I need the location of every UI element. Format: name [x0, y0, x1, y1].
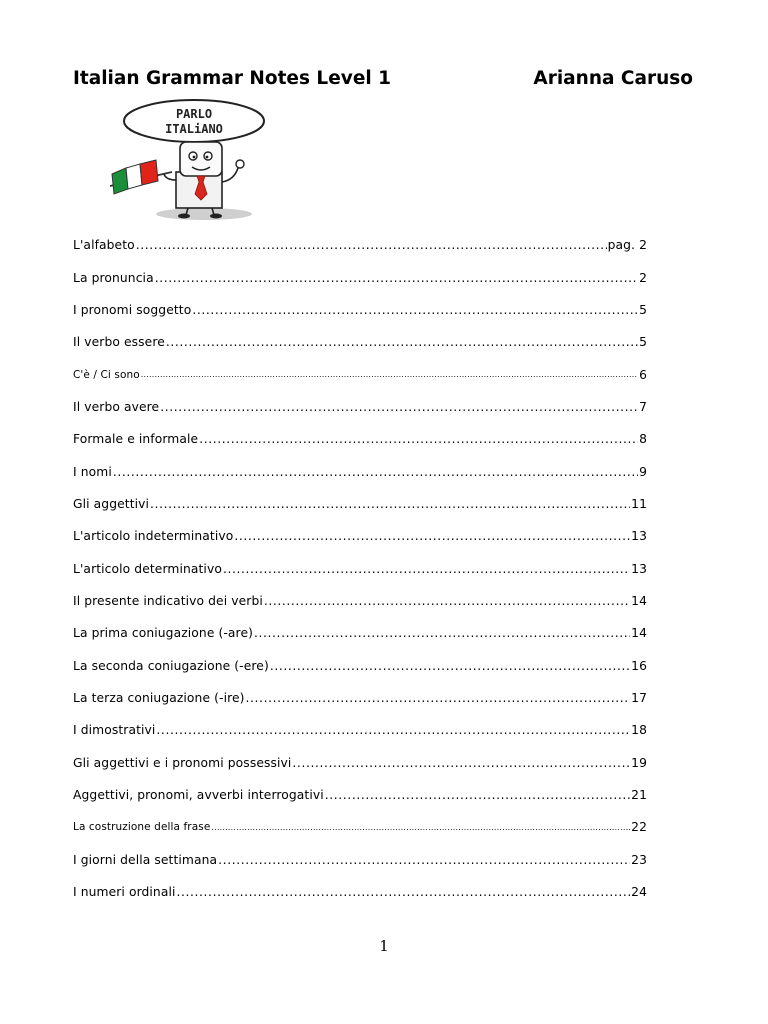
- ground-shadow: [156, 208, 252, 220]
- toc-entry[interactable]: [73, 811, 647, 843]
- toc-entry[interactable]: [73, 229, 647, 261]
- toc-entry-page: 17: [631, 690, 647, 705]
- toc-dot-leader: [150, 497, 630, 511]
- toc-entry-page: 16: [631, 658, 647, 673]
- toc-entry[interactable]: [73, 649, 647, 681]
- toc-entry[interactable]: [73, 682, 647, 714]
- toc-entry[interactable]: [73, 326, 647, 358]
- toc-entry-title: C'è / Ci sono: [73, 368, 140, 381]
- toc-entry[interactable]: [73, 488, 647, 520]
- toc-entry[interactable]: [73, 423, 647, 455]
- toc-dot-leader: [166, 335, 638, 349]
- toc-dot-leader: [156, 723, 630, 737]
- toc-entry-title: La prima coniugazione (-are): [73, 626, 254, 641]
- toc-dot-leader: [254, 626, 630, 640]
- author-name: Arianna Caruso: [533, 68, 693, 89]
- page-number: 1: [379, 937, 389, 955]
- parlo-italiano-illustration: [104, 94, 302, 224]
- toc-entry[interactable]: [73, 455, 647, 487]
- toc-entry-title: Il verbo avere: [73, 399, 160, 414]
- toc-entry-page: 24: [631, 885, 647, 900]
- toc-dot-leader: [264, 594, 630, 608]
- toc-entry[interactable]: [73, 747, 647, 779]
- toc-entry-page: 8: [639, 432, 647, 447]
- toc-entry[interactable]: [73, 585, 647, 617]
- toc-entry-page: pag. 2: [607, 238, 647, 253]
- cartoon-head: [180, 142, 222, 176]
- toc-entry[interactable]: [73, 358, 647, 390]
- toc-entry-title: I nomi: [73, 464, 112, 479]
- toc-entry-page: 23: [631, 852, 647, 867]
- toc-entry-title: La pronuncia: [73, 270, 154, 285]
- toc-dot-leader: [292, 756, 630, 770]
- toc-entry[interactable]: [73, 552, 647, 584]
- toc-entry-page: 21: [631, 788, 647, 803]
- toc-entry-title: La seconda coniugazione (-ere): [73, 658, 269, 673]
- toc-entry-title: L'articolo indeterminativo: [73, 529, 234, 544]
- toc-entry-page: 14: [631, 626, 647, 641]
- toc-dot-leader: [218, 853, 630, 867]
- speech-bubble-line2: ITALiANO: [165, 122, 223, 136]
- toc-entry[interactable]: [73, 617, 647, 649]
- toc-entry[interactable]: [73, 391, 647, 423]
- toc-entry-title: Aggettivi, pronomi, avverbi interrogativi: [73, 788, 324, 803]
- toc-entry[interactable]: [73, 294, 647, 326]
- toc-entry-page: 9: [639, 464, 647, 479]
- toc-entry-page: 22: [631, 820, 647, 835]
- toc-entry[interactable]: [73, 779, 647, 811]
- toc-entry-title: Formale e informale: [73, 432, 199, 447]
- toc-entry-title: L'articolo determinativo: [73, 561, 222, 576]
- toc-dot-leader: [246, 691, 631, 705]
- toc-entry-page: 14: [631, 593, 647, 608]
- toc-dot-leader: [177, 885, 631, 899]
- speech-bubble-line1: PARLO: [175, 107, 213, 121]
- toc-entry-page: 5: [639, 302, 647, 317]
- toc-dot-leader: [211, 823, 630, 832]
- toc-dot-leader: [160, 400, 638, 414]
- toc-entry-page: 2: [639, 270, 647, 285]
- toc-entry-page: 13: [631, 529, 647, 544]
- toc-entry-page: 5: [639, 335, 647, 350]
- toc-dot-leader: [113, 465, 638, 479]
- toc-entry-page: 18: [631, 723, 647, 738]
- toc-entry[interactable]: [73, 844, 647, 876]
- toc-dot-leader: [136, 238, 607, 252]
- toc-entry-page: 6: [639, 367, 647, 382]
- toc-entry-title: Gli aggettivi e i pronomi possessivi: [73, 755, 292, 770]
- toc-entry-title: Il presente indicativo dei verbi: [73, 593, 263, 608]
- document-title: Italian Grammar Notes Level 1: [73, 68, 392, 89]
- toc-dot-leader: [325, 788, 630, 802]
- toc-entry-page: 11: [631, 496, 647, 511]
- table-of-contents: [73, 229, 647, 908]
- toc-entry-title: I giorni della settimana: [73, 852, 218, 867]
- toc-dot-leader: [270, 659, 630, 673]
- toc-entry[interactable]: [73, 876, 647, 908]
- toc-entry[interactable]: [73, 261, 647, 293]
- toc-dot-leader: [141, 370, 638, 379]
- toc-entry-page: 13: [631, 561, 647, 576]
- toc-entry-title: L'alfabeto: [73, 238, 135, 253]
- toc-entry-page: 7: [639, 399, 647, 414]
- toc-dot-leader: [234, 529, 630, 543]
- toc-entry-title: Gli aggettivi: [73, 496, 150, 511]
- toc-dot-leader: [192, 303, 638, 317]
- toc-entry[interactable]: [73, 520, 647, 552]
- toc-entry-title: La terza coniugazione (-ire): [73, 690, 245, 705]
- toc-dot-leader: [155, 271, 638, 285]
- toc-entry-title: Il verbo essere: [73, 335, 165, 350]
- toc-dot-leader: [199, 432, 638, 446]
- toc-entry-title: La costruzione della frase: [73, 821, 211, 834]
- toc-dot-leader: [223, 562, 630, 576]
- toc-entry[interactable]: [73, 714, 647, 746]
- document-header: [73, 68, 693, 89]
- italian-flag-icon: [112, 160, 158, 194]
- toc-entry-title: I pronomi soggetto: [73, 302, 192, 317]
- toc-entry-page: 19: [631, 755, 647, 770]
- toc-entry-title: I dimostrativi: [73, 723, 156, 738]
- toc-entry-title: I numeri ordinali: [73, 885, 176, 900]
